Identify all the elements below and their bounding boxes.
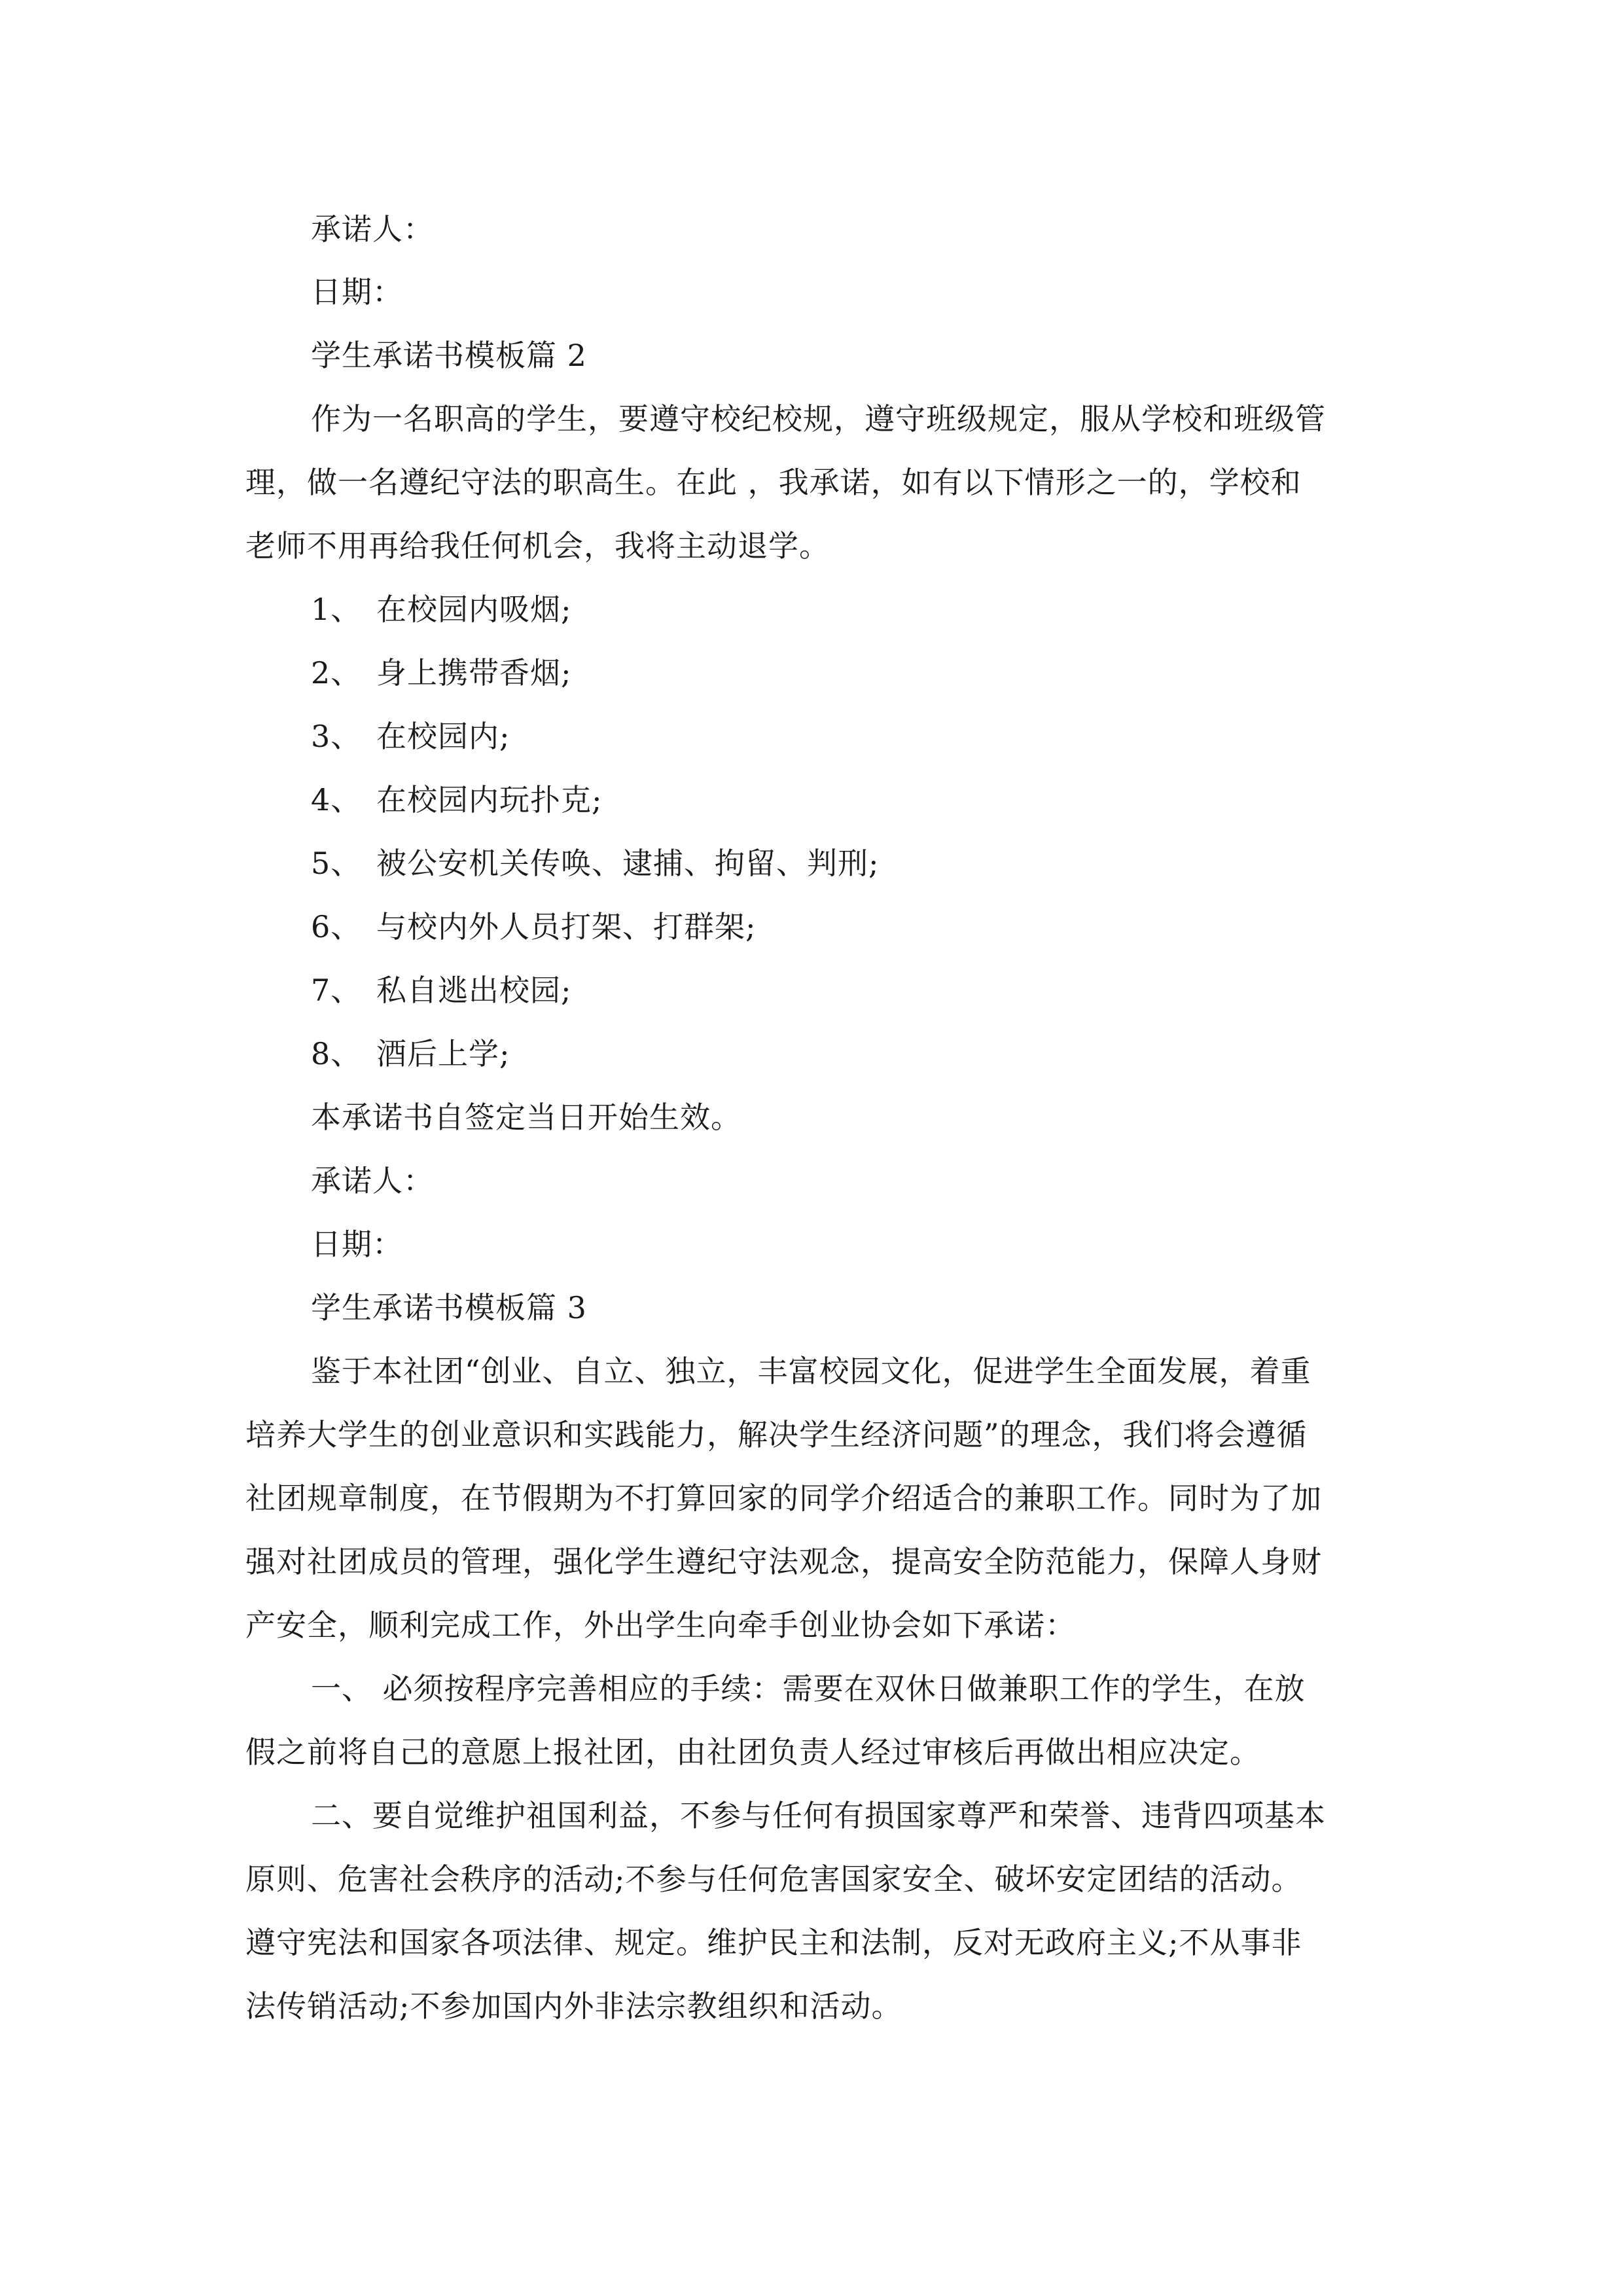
promisor-line: 承诺人： [311,211,434,247]
paragraph-line: 鉴于本社团“创业、自立、独立，丰富校园文化，促进学生全面发展，着重 [311,1354,1311,1389]
date-line: 日期： [311,1227,403,1262]
list-item [311,844,1379,883]
list-item [311,1034,1379,1073]
section-title: 学生承诺书模板篇 3 [311,1290,587,1325]
list-item [311,717,1379,756]
list-item [311,590,1379,629]
paragraph-line: 理，做一名遵纪守法的职高生。在此 ，我承诺，如有以下情形之一的，学校和 [245,465,1302,500]
section-title: 学生承诺书模板篇 2 [311,338,587,373]
paragraph-line: 法传销活动;不参加国内外非法宗教组织和活动。 [245,1988,902,2024]
paragraph-line: 老师不用再给我任何机会，我将主动退学。 [245,528,830,564]
list-item-number: 4、 [311,782,362,817]
paragraph-line: 二、要自觉维护祖国利益，不参与任何有损国家尊严和荣誉、违背四项基本 [311,1798,1326,1833]
paragraph-line: 社团规章制度，在节假期为不打算回家的同学介绍适合的兼职工作。同时为了加 [245,1480,1322,1516]
promisor-line: 承诺人： [311,1163,434,1198]
list-item-number: 6、 [311,909,362,944]
date-line: 日期： [311,274,403,310]
list-item-number: 7、 [311,973,362,1008]
list-item-text: 与校内外人员打架、打群架; [376,909,757,944]
list-item-text: 私自逃出校园; [376,973,572,1008]
list-item [311,907,1379,946]
list-item-text: 酒后上学; [376,1036,510,1071]
list-item [311,971,1379,1010]
list-item-number: 1、 [311,592,362,627]
paragraph-line: 一、 必须按程序完善相应的手续：需要在双休日做兼职工作的学生，在放 [311,1671,1306,1706]
list-item [311,780,1379,819]
list-item-number: 3、 [311,719,362,754]
effective-line: 本承诺书自签定当日开始生效。 [311,1100,741,1135]
paragraph-line: 遵守宪法和国家各项法律、规定。维护民主和法制，反对无政府主义;不从事非 [245,1925,1302,1960]
list-item-text: 在校园内吸烟; [376,592,572,627]
list-item-number: 8、 [311,1036,362,1071]
paragraph-line: 作为一名职高的学生，要遵守校纪校规，遵守班级规定，服从学校和班级管 [311,401,1326,437]
list-item-text: 身上携带香烟; [376,655,572,691]
list-item [311,653,1379,692]
list-item-number: 5、 [311,846,362,881]
paragraph-line: 原则、危害社会秩序的活动;不参与任何危害国家安全、破坏安定团结的活动。 [245,1861,1302,1897]
list-item-number: 2、 [311,655,362,691]
list-item-text: 被公安机关传唤、逮捕、拘留、判刑; [376,846,880,881]
paragraph-line: 培养大学生的创业意识和实践能力，解决学生经济问题”的理念，我们将会遵循 [245,1417,1308,1452]
paragraph-line: 产安全，顺利完成工作，外出学生向牵手创业协会如下承诺： [245,1607,1076,1643]
paragraph-line: 假之前将自己的意愿上报社团，由社团负责人经过审核后再做出相应决定。 [245,1734,1260,1770]
list-item-text: 在校园内; [376,719,510,754]
list-item-text: 在校园内玩扑克; [376,782,603,817]
paragraph-line: 强对社团成员的管理，强化学生遵纪守法观念，提高安全防范能力，保障人身财 [245,1544,1322,1579]
